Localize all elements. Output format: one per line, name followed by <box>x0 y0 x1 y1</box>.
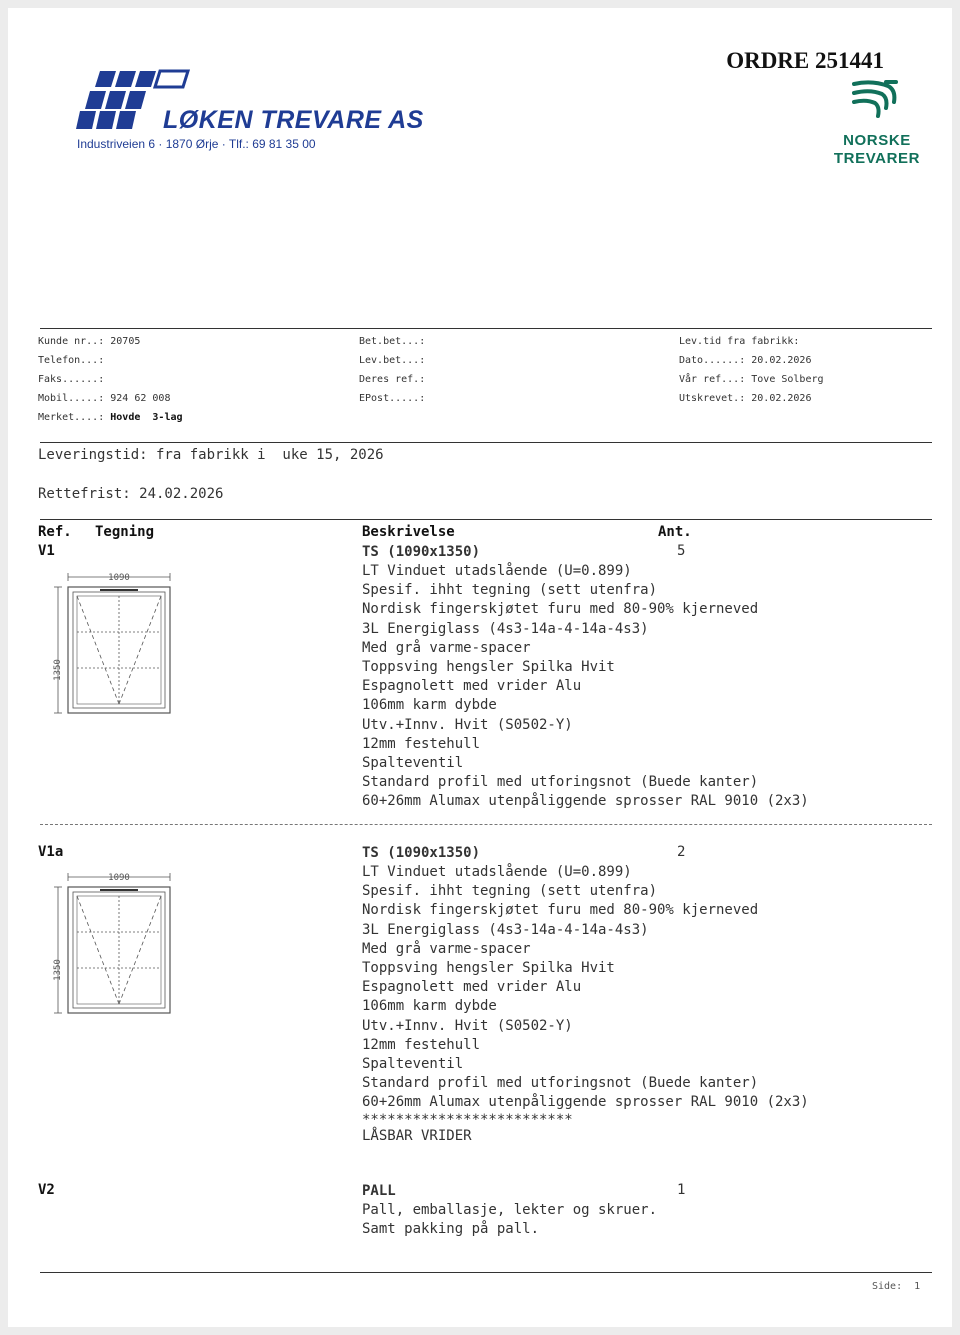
info-label: Mobil.....: <box>38 393 105 404</box>
info-label: Lev.tid fra fabrikk: <box>679 336 800 347</box>
description-line: 3L Energiglass (4s3-14a-4-14a-4s3) <box>362 620 649 637</box>
window-drawing-v1 <box>50 570 180 720</box>
description-line: Spesif. ihht tegning (sett utenfra) <box>362 582 658 599</box>
item-ref: V1 <box>38 543 55 559</box>
header-qty: Ant. <box>658 524 692 540</box>
partner-logo-line2: TREVARER <box>833 150 921 167</box>
info-value: Tove Solberg <box>751 374 824 385</box>
item-title: TS (1090x1350) <box>362 845 481 861</box>
item-title: PALL <box>362 1183 396 1199</box>
divider-info-bottom <box>40 442 932 443</box>
description-line: Med grå varme-spacer <box>362 940 531 957</box>
order-number: ORDRE 251441 <box>726 48 884 73</box>
width-label: 1090 <box>108 873 130 883</box>
info-col-terms <box>359 336 431 412</box>
info-row <box>679 374 824 393</box>
description-line: Espagnolett med vrider Alu <box>362 678 582 695</box>
info-row <box>38 412 183 431</box>
info-value-merket: Hovde 3-lag <box>110 412 183 423</box>
description-line: Utv.+Innv. Hvit (S0502-Y) <box>362 716 573 733</box>
height-label: 1350 <box>53 959 63 981</box>
description-line: Nordisk fingerskjøtet furu med 80-90% kjerneved <box>362 902 759 919</box>
description-line: Espagnolett med vrider Alu <box>362 979 582 996</box>
info-row <box>38 374 183 393</box>
header-ref: Ref. <box>38 524 72 540</box>
divider-bottom <box>40 1272 932 1273</box>
description-line: 12mm festehull <box>362 735 481 752</box>
window-drawing-v1a <box>50 870 180 1020</box>
item-qty: 2 <box>677 844 686 860</box>
description-line: Standard profil med utforingsnot (Buede kanter) <box>362 774 759 791</box>
description-line: 106mm karm dybde <box>362 998 497 1015</box>
info-label: Bet.bet...: <box>359 336 426 347</box>
description-line: ************************* <box>362 1111 573 1128</box>
description-line: 106mm karm dybde <box>362 697 497 714</box>
description-line: Spalteventil <box>362 1056 464 1073</box>
info-row <box>679 336 824 355</box>
description-line: 60+26mm Alumax utenpåliggende sprosser RAL 9010 (2x3) <box>362 1094 809 1111</box>
info-label: Kunde nr..: <box>38 336 105 347</box>
info-label: Dato......: <box>679 355 746 366</box>
description-line: 3L Energiglass (4s3-14a-4-14a-4s3) <box>362 921 649 938</box>
item-title: TS (1090x1350) <box>362 544 481 560</box>
company-name: LØKEN TREVARE AS <box>163 106 424 134</box>
description-line: Toppsving hengsler Spilka Hvit <box>362 659 615 676</box>
info-row <box>38 393 183 412</box>
description-line: LT Vinduet utadslående (U=0.899) <box>362 864 632 880</box>
company-address: Industriveien 6 · 1870 Ørje · Tlf.: 69 81 35 00 <box>77 137 316 151</box>
description-line: Med grå varme-spacer <box>362 639 531 656</box>
info-label: Faks......: <box>38 374 105 385</box>
info-row <box>679 355 824 374</box>
info-row <box>359 374 431 393</box>
item-ref: V1a <box>38 844 64 860</box>
divider-top <box>40 328 932 329</box>
divider-table-top <box>40 519 932 520</box>
info-label: Vår ref...: <box>679 374 746 385</box>
item-description <box>362 562 809 812</box>
description-line: Samt pakking på pall. <box>362 1221 540 1238</box>
info-label: EPost.....: <box>359 393 426 404</box>
info-row <box>38 336 183 355</box>
info-row <box>359 355 431 374</box>
description-line: Standard profil med utforingsnot (Buede kanter) <box>362 1075 759 1092</box>
description-line: 12mm festehull <box>362 1036 481 1053</box>
info-value: 924 62 008 <box>110 393 171 404</box>
info-col-customer <box>38 336 183 431</box>
description-line: Spesif. ihht tegning (sett utenfra) <box>362 883 658 900</box>
height-label: 1350 <box>53 659 63 681</box>
partner-logo-line1: NORSKE <box>843 132 911 149</box>
description-line: LT Vinduet utadslående (U=0.899) <box>362 563 632 579</box>
info-value: 20705 <box>110 336 141 347</box>
norske-trevarer-logo-text <box>832 132 922 168</box>
info-col-dates <box>679 336 824 412</box>
correction-deadline: Rettefrist: 24.02.2026 <box>38 486 224 502</box>
item-qty: 5 <box>677 543 686 559</box>
info-value: 20.02.2026 <box>751 355 812 366</box>
info-label: Lev.bet...: <box>359 355 426 366</box>
header-description: Beskrivelse <box>362 524 455 540</box>
page-number: Side: 1 <box>872 1281 921 1292</box>
width-label: 1090 <box>108 573 130 583</box>
item-description <box>362 863 809 1146</box>
info-label: Telefon...: <box>38 355 105 366</box>
description-line: 60+26mm Alumax utenpåliggende sprosser RAL 9010 (2x3) <box>362 793 809 810</box>
description-line: Spalteventil <box>362 755 464 772</box>
info-row <box>38 355 183 374</box>
description-line: Pall, emballasje, lekter og skruer. <box>362 1202 658 1218</box>
item-description <box>362 1201 657 1239</box>
info-value: 20.02.2026 <box>751 393 812 404</box>
info-label: Merket....: <box>38 412 105 423</box>
order-document <box>8 8 952 1327</box>
item-ref: V2 <box>38 1182 55 1198</box>
info-row <box>679 393 824 412</box>
info-row <box>359 393 431 412</box>
item-qty: 1 <box>677 1182 686 1198</box>
description-line: Toppsving hengsler Spilka Hvit <box>362 960 615 977</box>
delivery-time: Leveringstid: fra fabrikk i uke 15, 2026 <box>38 447 384 463</box>
info-label: Utskrevet.: <box>679 393 746 404</box>
description-line: Utv.+Innv. Hvit (S0502-Y) <box>362 1017 573 1034</box>
description-line: LÅSBAR VRIDER <box>362 1127 472 1144</box>
norske-trevarer-logo-icon <box>850 78 900 122</box>
info-label: Deres ref.: <box>359 374 426 385</box>
description-line: Nordisk fingerskjøtet furu med 80-90% kjerneved <box>362 601 759 618</box>
item-separator <box>40 824 932 825</box>
info-row <box>359 336 431 355</box>
header-drawing: Tegning <box>95 524 155 540</box>
